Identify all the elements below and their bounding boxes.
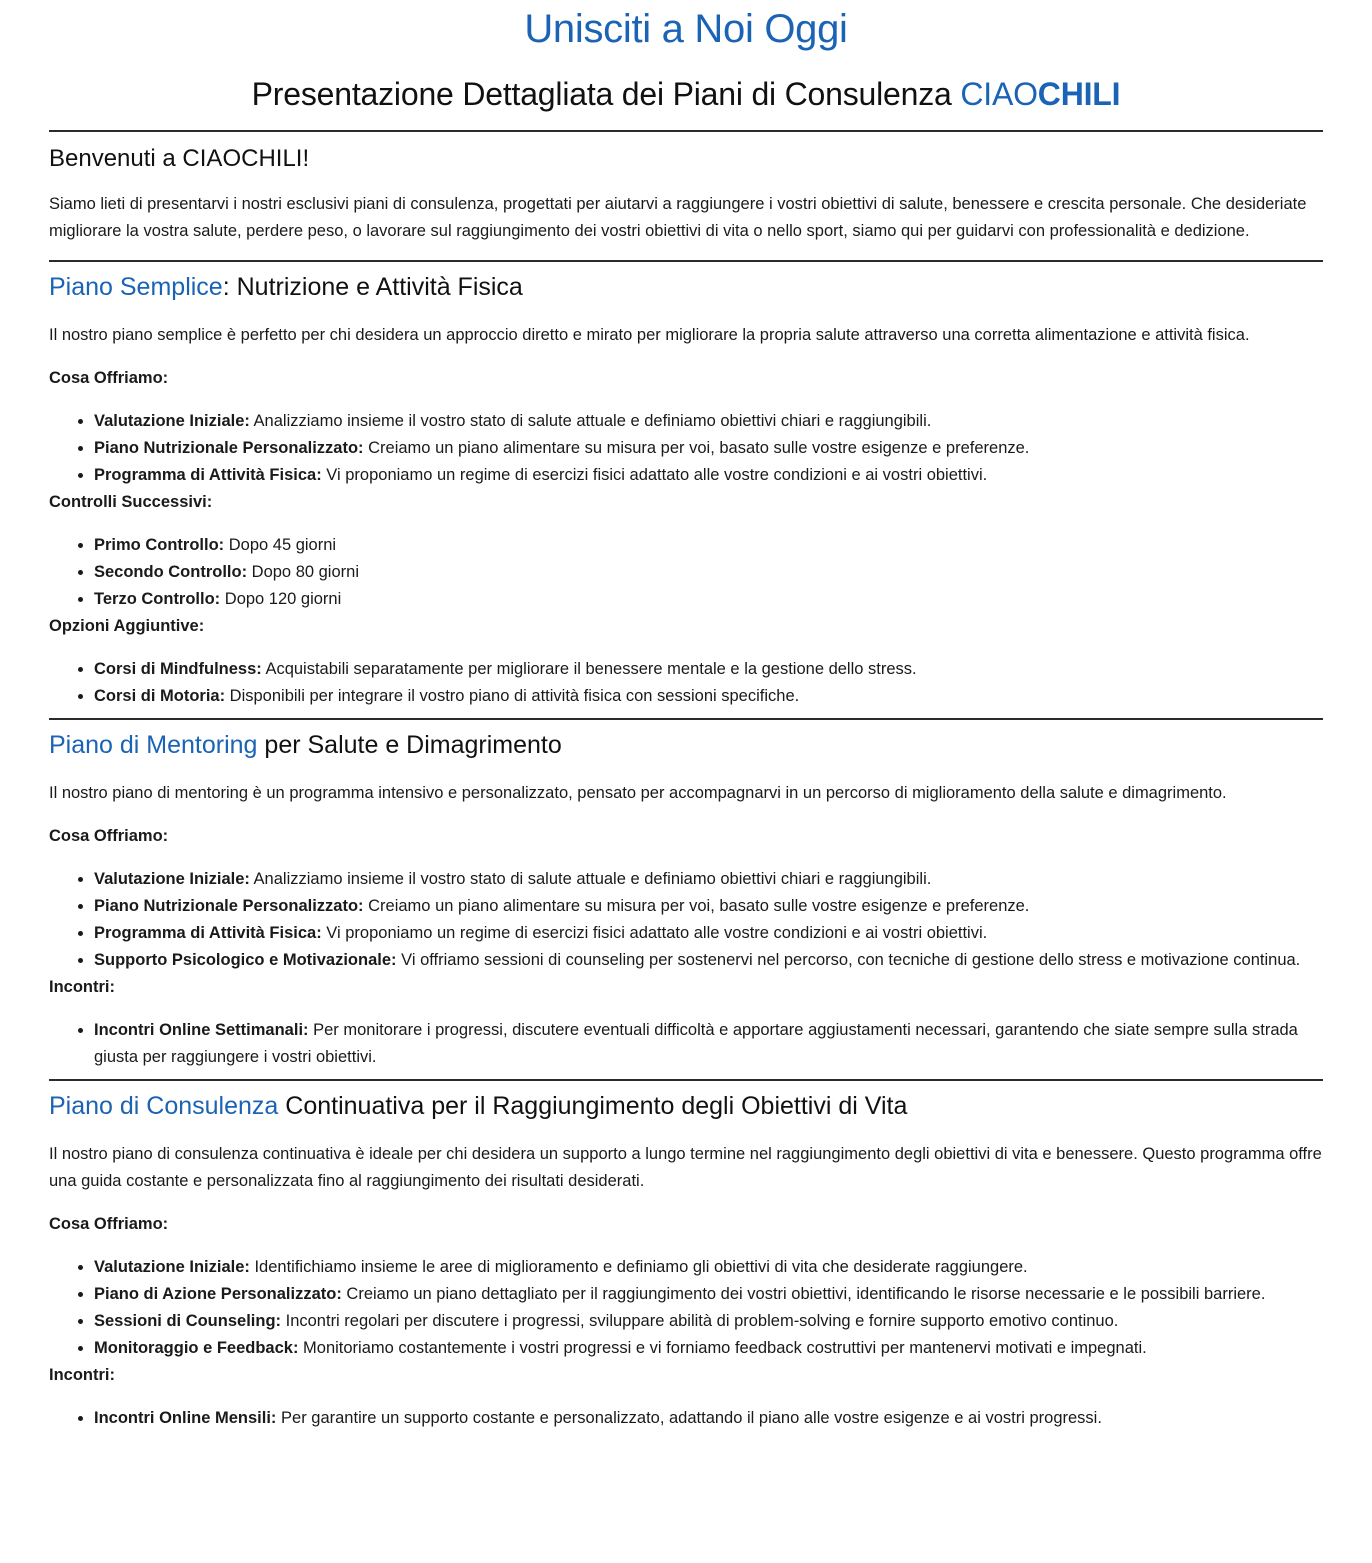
item-desc: Acquistabili separatamente per migliorare il benessere mentale e la gestione dello stress. — [261, 660, 917, 678]
item-term: Supporto Psicologico e Motivazionale: — [94, 951, 397, 969]
item-desc: Per garantire un supporto costante e personalizzato, adattando il piano alle vostre esigenze e ai vostri progressi. — [276, 1409, 1102, 1427]
list-item — [94, 1405, 1323, 1432]
brand-chili: CHILI — [1037, 76, 1121, 112]
plan-simple-section — [49, 272, 1323, 710]
plan-mentoring-section — [49, 730, 1323, 1071]
list-item — [94, 408, 1323, 435]
meetings-list — [49, 1017, 1323, 1071]
welcome-text: Siamo lieti di presentarvi i nostri esclusivi piani di consulenza, progettati per aiutarvi a raggiungere i vostri obiettivi di salute, benessere e crescita personale. Che desideriate migliorare la vostra salute, perdere peso, o lavorare sul raggiungimento dei vostri obiettivi di vita o nello sport, siamo qui per guidarvi con professionalità e dedizione. — [49, 195, 1307, 240]
item-desc: Disponibili per integrare il vostro piano di attività fisica con sessioni specifiche. — [225, 687, 800, 705]
item-desc: Creiamo un piano alimentare su misura per voi, basato sulle vostre esigenze e preferenze. — [363, 897, 1030, 915]
item-term: Corsi di Motoria: — [94, 687, 226, 705]
list-item — [94, 1281, 1323, 1308]
item-desc: Analizziamo insieme il vostro stato di salute attuale e definiamo obiettivi chiari e raggiungibili. — [249, 870, 932, 888]
list-item — [94, 947, 1323, 974]
plan-simple-title-accent: Piano Semplice — [49, 273, 223, 301]
item-desc: Per monitorare i progressi, discutere eventuali difficoltà e apportare aggiustamenti necessari, garantendo che siate sempre sulla strada giusta per raggiungere i vostri obiettivi. — [94, 1021, 1298, 1066]
list-item — [94, 866, 1323, 893]
offer-label: Cosa Offriamo: — [49, 1215, 169, 1233]
meetings-label: Incontri: — [49, 978, 115, 996]
list-item — [94, 1017, 1323, 1071]
list-item — [94, 1308, 1323, 1335]
item-desc: Monitoriamo costantemente i vostri progressi e vi forniamo feedback costruttivi per mantenervi motivati e impegnati. — [298, 1339, 1147, 1357]
subtitle-text: Presentazione Dettagliata dei Piani di Consulenza — [251, 76, 961, 112]
item-desc: Incontri regolari per discutere i progressi, sviluppare abilità di problem-solving e fornire supporto emotivo continuo. — [281, 1312, 1119, 1330]
list-item — [94, 462, 1323, 489]
offer-list — [49, 866, 1323, 974]
brand-ciao: CIAO — [960, 76, 1038, 112]
item-term: Incontri Online Mensili: — [94, 1409, 277, 1427]
list-item — [94, 532, 1323, 559]
plan-mentoring-title-accent: Piano di Mentoring — [49, 731, 258, 759]
item-desc: Vi proponiamo un regime di esercizi fisici adattato alle vostre condizioni e ai vostri obiettivi. — [321, 924, 988, 942]
item-desc: Vi proponiamo un regime di esercizi fisici adattato alle vostre condizioni e ai vostri obiettivi. — [321, 466, 988, 484]
item-desc: Identifichiamo insieme le aree di miglioramento e definiamo gli obiettivi di vita che desiderate raggiungere. — [249, 1258, 1028, 1276]
offer-label: Cosa Offriamo: — [49, 827, 169, 845]
checks-label: Controlli Successivi: — [49, 493, 213, 511]
plan-consulting-title-accent: Piano di Consulenza — [49, 1092, 279, 1120]
item-desc: Dopo 45 giorni — [224, 536, 337, 554]
item-term: Primo Controllo: — [94, 536, 225, 554]
item-term: Programma di Attività Fisica: — [94, 466, 322, 484]
checks-list — [49, 532, 1323, 613]
item-term: Piano di Azione Personalizzato: — [94, 1285, 342, 1303]
page-subtitle — [49, 76, 1323, 112]
item-term: Programma di Attività Fisica: — [94, 924, 322, 942]
item-term: Piano Nutrizionale Personalizzato: — [94, 439, 364, 457]
item-term: Monitoraggio e Feedback: — [94, 1339, 299, 1357]
list-item — [94, 920, 1323, 947]
plan-mentoring-title-rest: per Salute e Dimagrimento — [257, 731, 562, 759]
item-term: Piano Nutrizionale Personalizzato: — [94, 897, 364, 915]
list-item — [94, 435, 1323, 462]
list-item — [94, 1335, 1323, 1362]
meetings-label: Incontri: — [49, 1366, 115, 1384]
divider — [49, 718, 1323, 720]
welcome-section — [49, 144, 1323, 245]
plan-consulting-intro: Il nostro piano di consulenza continuativa è ideale per chi desidera un supporto a lungo termine nel raggiungimento degli obiettivi di vita e benessere. Questo programma offre una guida costante e personalizzata fino al raggiungimento dei risultati desiderati. — [49, 1145, 1322, 1190]
meetings-list — [49, 1405, 1323, 1432]
plan-mentoring-intro: Il nostro piano di mentoring è un programma intensivo e personalizzato, pensato per accompagnarvi in un percorso di miglioramento della salute e dimagrimento. — [49, 784, 1227, 802]
options-list — [49, 656, 1323, 710]
item-term: Valutazione Iniziale: — [94, 1258, 250, 1276]
welcome-heading: Benvenuti a CIAOCHILI! — [49, 145, 310, 172]
item-desc: Vi offriamo sessioni di counseling per sostenervi nel percorso, con tecniche di gestione dello stress e motivazione continua. — [396, 951, 1301, 969]
divider — [49, 1079, 1323, 1081]
list-item — [94, 586, 1323, 613]
list-item — [94, 1254, 1323, 1281]
offer-list — [49, 1254, 1323, 1362]
list-item — [94, 559, 1323, 586]
divider — [49, 260, 1323, 262]
item-term: Incontri Online Settimanali: — [94, 1021, 309, 1039]
item-term: Terzo Controllo: — [94, 590, 221, 608]
divider — [49, 130, 1323, 132]
plan-simple-title-rest: : Nutrizione e Attività Fisica — [222, 273, 523, 301]
item-term: Sessioni di Counseling: — [94, 1312, 282, 1330]
offer-label: Cosa Offriamo: — [49, 369, 169, 387]
item-desc: Analizziamo insieme il vostro stato di salute attuale e definiamo obiettivi chiari e raggiungibili. — [249, 412, 932, 430]
offer-list — [49, 408, 1323, 489]
item-term: Valutazione Iniziale: — [94, 412, 250, 430]
item-desc: Creiamo un piano alimentare su misura per voi, basato sulle vostre esigenze e preferenze. — [363, 439, 1030, 457]
list-item — [94, 893, 1323, 920]
plan-simple-intro: Il nostro piano semplice è perfetto per chi desidera un approccio diretto e mirato per migliorare la propria salute attraverso una corretta alimentazione e attività fisica. — [49, 326, 1250, 344]
item-term: Valutazione Iniziale: — [94, 870, 250, 888]
options-label: Opzioni Aggiuntive: — [49, 617, 205, 635]
list-item — [94, 683, 1323, 710]
plan-consulting-section — [49, 1091, 1323, 1432]
plan-mentoring-title — [49, 730, 1323, 760]
main-title: Unisciti a Noi Oggi — [524, 7, 848, 51]
item-desc: Creiamo un piano dettagliato per il raggiungimento dei vostri obiettivi, identificando le risorse necessarie e le possibili barriere. — [341, 1285, 1266, 1303]
list-item — [94, 656, 1323, 683]
plan-consulting-title — [49, 1091, 1323, 1121]
plan-consulting-title-rest: Continuativa per il Raggiungimento degli Obiettivi di Vita — [278, 1092, 908, 1120]
item-term: Corsi di Mindfulness: — [94, 660, 262, 678]
item-desc: Dopo 120 giorni — [220, 590, 342, 608]
plan-simple-title — [49, 272, 1323, 302]
item-term: Secondo Controllo: — [94, 563, 248, 581]
item-desc: Dopo 80 giorni — [247, 563, 359, 581]
